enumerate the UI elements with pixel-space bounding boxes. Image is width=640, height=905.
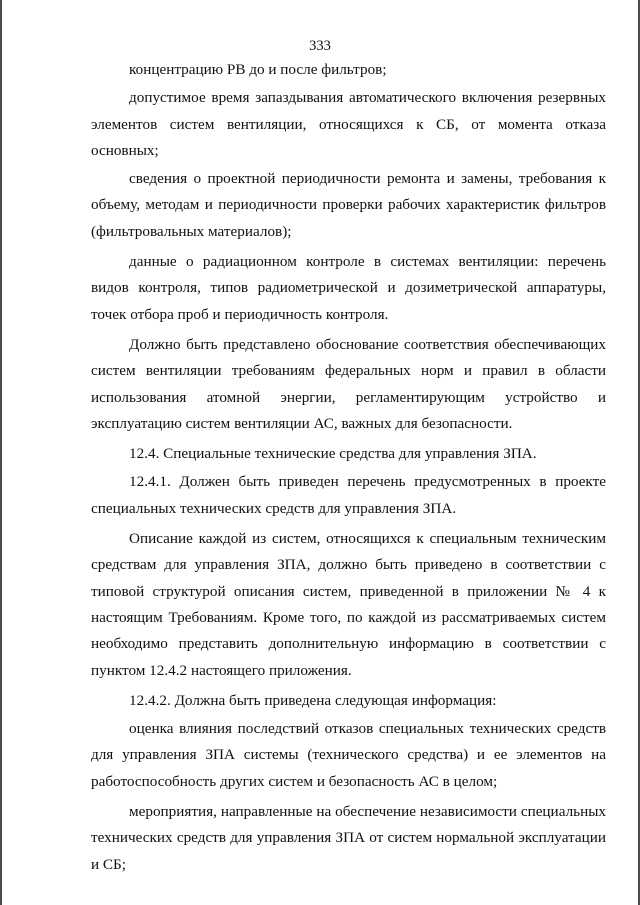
page-number: 333	[309, 38, 331, 54]
paragraph-1: концентрацию РВ до и после фильтров;	[129, 61, 387, 78]
paragraph-5: Должно быть представлено обоснование соответствия обеспечивающих систем вентиляции требованиям федеральных норм и правил в области использования атомной энергии, регламентирующим устройство и эксплуатацию систем вентиляции АС, важных для безопасности.	[91, 335, 606, 432]
paragraph-independence-measures: мероприятия, направленные на обеспечение независимости специальных технических средств для управления ЗПА от систем нормальной эксплуатации и СБ;	[91, 803, 606, 873]
paragraph-4: данные о радиационном контроле в системах вентиляции: перечень видов контроля, типов радиометрической и дозиметрической аппаратуры, точек отбора проб и периодичность контроля.	[91, 253, 606, 323]
paragraph-description: Описание каждой из систем, относящихся к специальным техническим средствам для управления ЗПА, должно быть приведено в соответствии с типовой структурой описания систем, приведенной в приложении № 4 к настоящим Требованиям. Кроме того, по каждой из рассматриваемых систем необходимо представить дополнительную информацию в соответствии с пунктом 12.4.2 настоящего приложения.	[91, 530, 606, 679]
paragraph-12-4-1: 12.4.1. Должен быть приведен перечень предусмотренных в проекте специальных технических средств для управления ЗПА.	[91, 473, 606, 517]
paragraph-3: сведения о проектной периодичности ремонта и замены, требования к объему, методам и периодичности проверки рабочих характеристик фильтров (фильтровальных материалов);	[91, 170, 606, 240]
document-body	[91, 57, 606, 882]
section-heading-12-4: 12.4. Специальные технические средства для управления ЗПА.	[129, 445, 537, 463]
paragraph-2: допустимое время запаздывания автоматического включения резервных элементов систем вентиляции, относящихся к СБ, от момента отказа основных;	[91, 89, 606, 159]
paragraph-12-4-2: 12.4.2. Должна быть приведена следующая информация:	[129, 691, 497, 709]
paragraph-failure-assessment: оценка влияния последствий отказов специальных технических средств для управления ЗПА системы (технического средства) и ее элементов на работоспособность других систем и безопасность АС в целом;	[91, 720, 606, 790]
